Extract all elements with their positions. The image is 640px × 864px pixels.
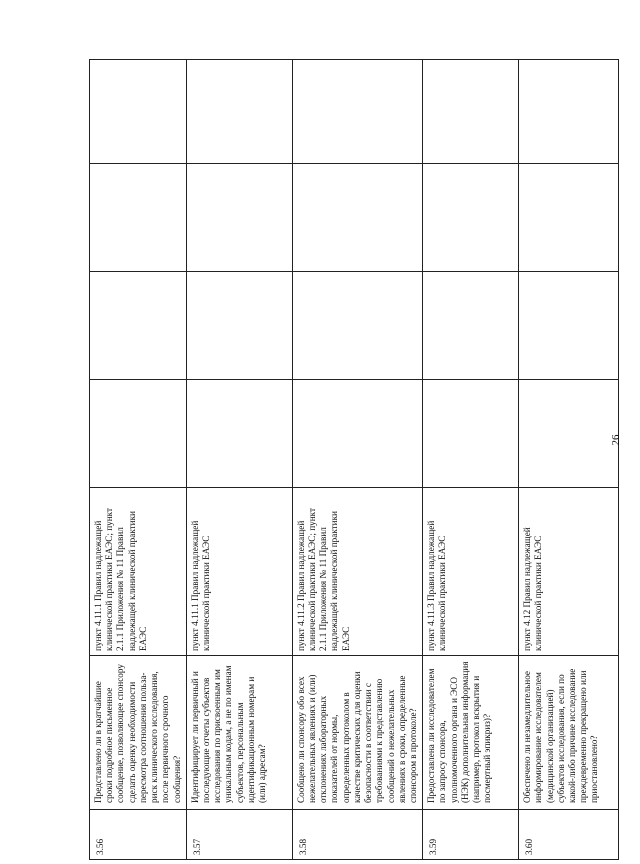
remarks-cell	[519, 60, 619, 164]
table-row	[90, 60, 187, 860]
not-applicable-cell	[90, 164, 187, 272]
table-row	[519, 60, 619, 860]
row-number: 3.59	[423, 810, 519, 860]
row-number: 3.56	[90, 810, 187, 860]
page-number: 26	[610, 434, 622, 446]
remarks-cell	[423, 60, 519, 164]
row-number: 3.57	[186, 810, 292, 860]
not-applicable-cell	[186, 164, 292, 272]
table-row	[186, 60, 292, 860]
answer-no-cell	[90, 272, 187, 380]
reference-cell: пункт 4.11.2 Правил надлежащей клинической практики ЕАЭС; пункт 2.1.1 Приложения № 11 Правил надлежащей клинической практики ЕАЭС	[292, 488, 422, 656]
answer-yes-cell	[90, 380, 187, 488]
remarks-cell	[292, 60, 422, 164]
reference-cell: пункт 4.12 Правил надлежащей клинической практики ЕАЭС	[519, 488, 619, 656]
remarks-cell	[90, 60, 187, 164]
reference-cell: пункт 4.11.1 Правил надлежащей клинической практики ЕАЭС	[186, 488, 292, 656]
question-cell: Сообщено ли спонсору обо всех нежелательных явлениях и (или) отклонениях лабораторных показателей от нормы, определенных протоколом в качестве критических для оценки безопасности в соответствии с требованиями к представлению сообщений о нежелательных явлениях в сроки, определенные спонсором в протоколе?	[292, 656, 422, 810]
table-row	[292, 60, 422, 860]
answer-no-cell	[292, 272, 422, 380]
row-number: 3.58	[292, 810, 422, 860]
reference-cell: пункт 4.11.3 Правил надлежащей клинической практики ЕАЭС	[423, 488, 519, 656]
answer-yes-cell	[423, 380, 519, 488]
not-applicable-cell	[292, 164, 422, 272]
answer-no-cell	[186, 272, 292, 380]
question-cell: Идентифицирует ли первичный и последующие отчеты субъектов исследования по присвоенным им уникальным кодам, а не по именам субъектов, персональным идентификационным номерам и (или) адресам?	[186, 656, 292, 810]
answer-no-cell	[423, 272, 519, 380]
reference-cell: пункт 4.11.1 Правил надлежащей клинической практики ЕАЭС; пункт 2.1.1 Приложения № 11 Правил надлежащей клинической практики ЕАЭС	[90, 488, 187, 656]
answer-yes-cell	[519, 380, 619, 488]
question-cell: Представлено ли в кратчайшие сроки подробное письменное сообщение, позволяющее спонсору сделать оценку необходимости пересмотра соотношения польза-риск клинического исследования, после первичного срочного сообщения?	[90, 656, 187, 810]
question-cell: Предоставлена ли исследователем по запросу спонсора, уполномоченного органа и ЭСО (НЭК) дополнительная информация (например, протокол вскрытия и посмертный эпикриз)?	[423, 656, 519, 810]
not-applicable-cell	[423, 164, 519, 272]
rotated-content	[89, 60, 622, 860]
remarks-cell	[186, 60, 292, 164]
row-number: 3.60	[519, 810, 619, 860]
table-row	[423, 60, 519, 860]
question-cell: Обеспечено ли незамедлительное информирование исследователем (медицинской организацией) субъектов исследования, если по какой-либо причине исследование преждевременно прекращено или приостановлено?	[519, 656, 619, 810]
answer-yes-cell	[292, 380, 422, 488]
not-applicable-cell	[519, 164, 619, 272]
answer-no-cell	[519, 272, 619, 380]
answer-yes-cell	[186, 380, 292, 488]
checklist-table	[89, 59, 619, 860]
